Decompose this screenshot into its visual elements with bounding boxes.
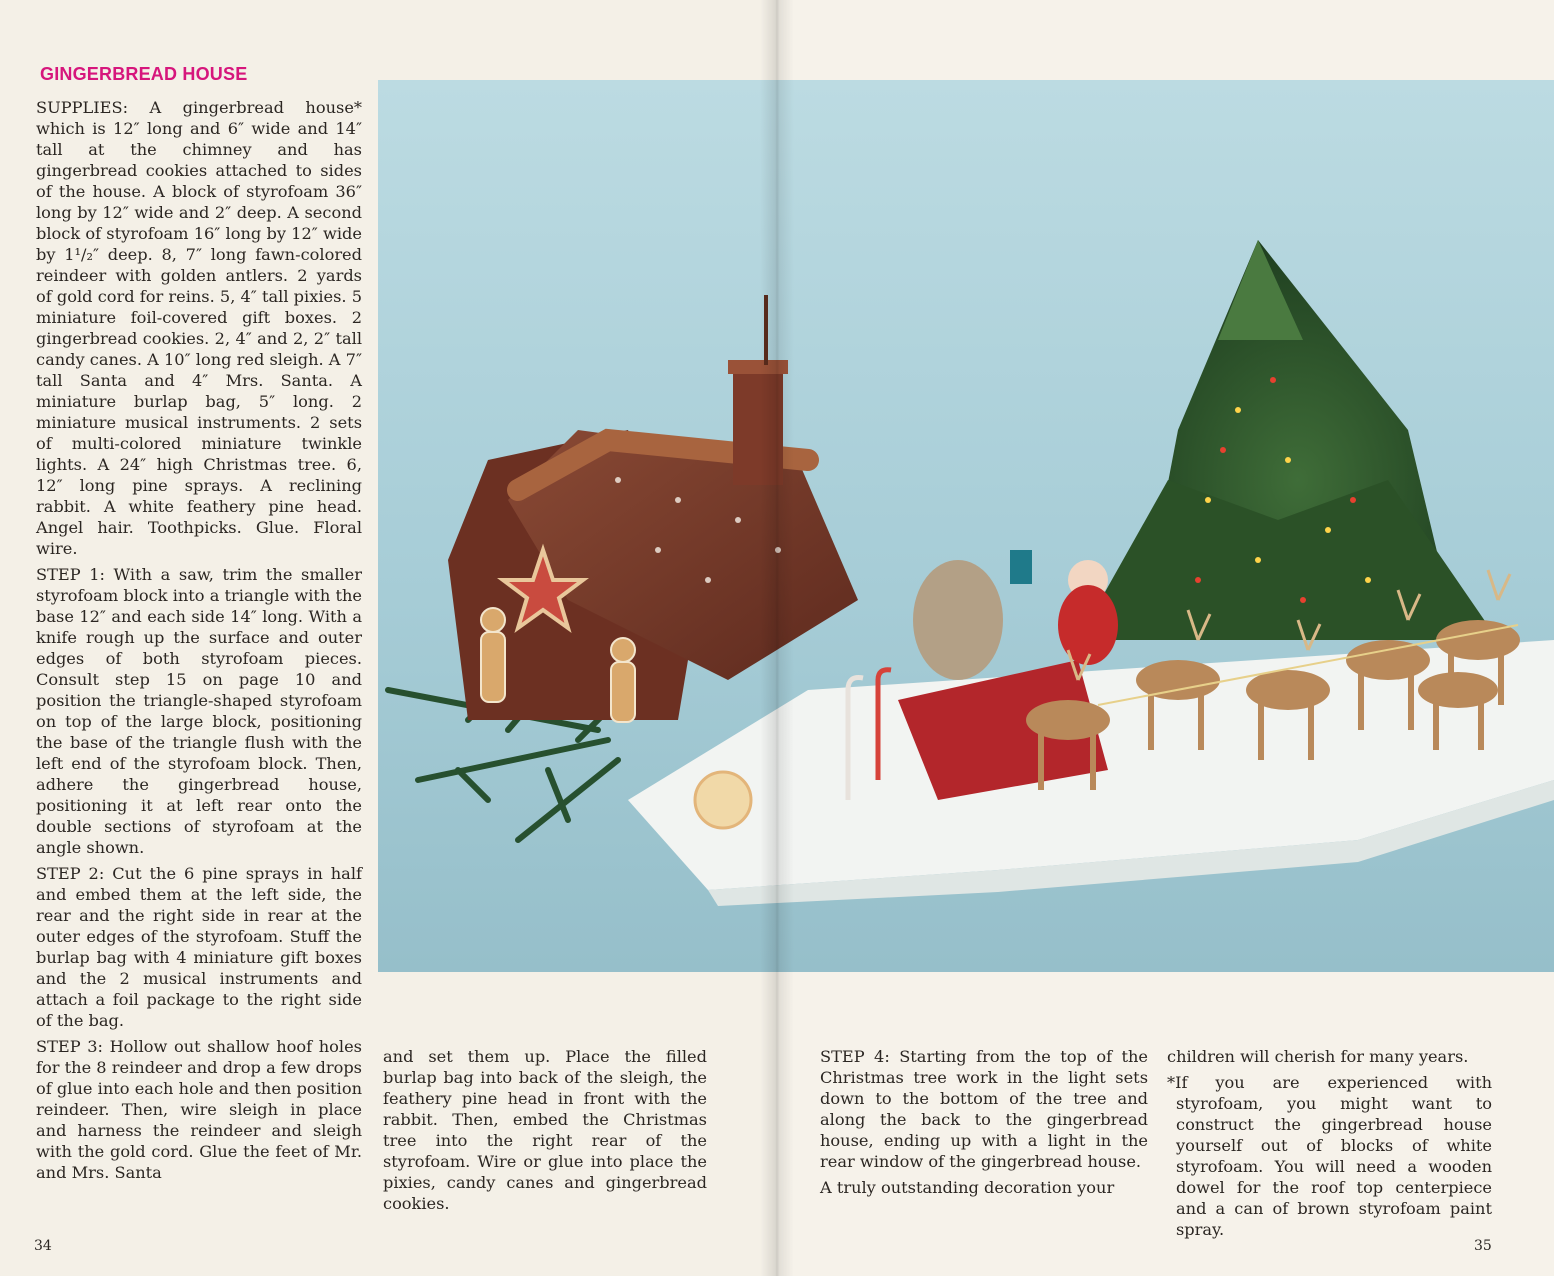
text-column-2 [383,1046,707,1219]
paragraph: A truly outstanding decoration your [820,1178,1115,1197]
paragraph: STEP 1: With a saw, trim the smaller styrofoam block into a triangle with the base 12″ and each side 14″ long. With a knife rough up the surface and outer edges of both styrofoam pieces. Consult step 15 on page 10 and position the triangle-shaped styrofoam on top of the large block, positioning the base of the triangle flush with the left end of the styrofoam block. Then, adhere the gingerbread house, positioning it at left rear onto the double sections of styrofoam at the angle shown. [36,565,362,857]
photo-illustration [378,80,1554,972]
page-heading: GINGERBREAD HOUSE [40,64,248,84]
text-column-1 [36,97,362,1188]
cookie [695,772,751,828]
book-gutter [760,0,794,1276]
page-number-left: 34 [34,1238,52,1254]
gingerbread-house-photo [378,80,1554,972]
text-column-4 [1167,1046,1492,1245]
page-number-right: 35 [1474,1238,1492,1254]
paragraph: STEP 4: Starting from the top of the Christmas tree work in the light sets down to the bottom of the tree and along the back to the gingerbread house, ending up with a light in the rear window of the gingerbread house. [820,1047,1148,1171]
paragraph: STEP 2: Cut the 6 pine sprays in half and embed them at the left side, the rear and the right side in rear at the outer edges of the styrofoam. Stuff the burlap bag with 4 miniature gift boxes and the 2 musical instruments and attach a foil package to the right side of the bag. [36,864,362,1030]
text-column-3 [820,1046,1148,1203]
paragraph: STEP 3: Hollow out shallow hoof holes for the 8 reindeer and drop a few drops of glue into each hole and then position reindeer. Then, wire sleigh in place and harness the reindeer and sleigh with the gold cord. Glue the feet of Mr. and Mrs. Santa [36,1037,362,1182]
paragraph: SUPPLIES: A gingerbread house* which is 12″ long and 6″ wide and 14″ tall at the chimney and has gingerbread cookies attached to sides of the house. A block of styrofoam 36″ long by 12″ wide and 2″ deep. A second block of styrofoam 16″ long by 12″ wide by 1¹/₂″ deep. 8, 7″ long fawn-colored reindeer with golden antlers. 2 yards of gold cord for reins. 5, 4″ tall pixies. 5 miniature foil-covered gift boxes. 2 gingerbread cookies. 2, 4″ and 2, 2″ tall candy canes. A 10″ long red sleigh. A 7″ tall Santa and 4″ Mrs. Santa. A miniature burlap bag, 5″ long. 2 miniature musical instruments. 2 sets of multi-colored miniature twinkle lights. A 24″ high Christmas tree. 6, 12″ long pine sprays. A reclining rabbit. A white feathery pine head. Angel hair. Toothpicks. Glue. Floral wire. [36,98,362,558]
paragraph: children will cherish for many years. [1167,1047,1469,1066]
paragraph: and set them up. Place the filled burlap bag into back of the sleigh, the feathery pine head in front with the rabbit. Then, embed the Christmas tree into the right rear of the styrofoam. Wire or glue into place the pixies, candy canes and gingerbread cookies. [383,1047,707,1213]
footnote: *If you are experienced with styrofoam, you might want to construct the gingerbread house yourself out of blocks of white styrofoam. You will need a wooden dowel for the roof top centerpiece and a can of brown styrofoam paint spray. [1167,1073,1492,1239]
